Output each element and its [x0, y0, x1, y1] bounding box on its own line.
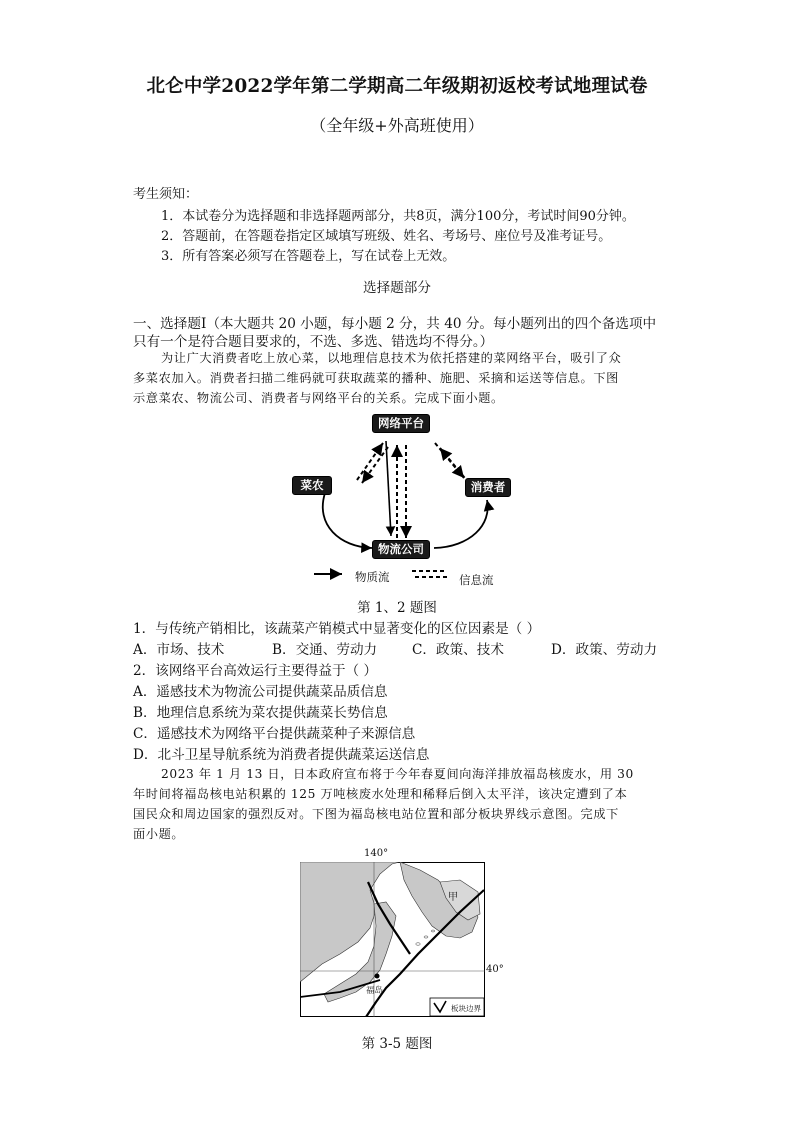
option-c: C．政策、技术	[412, 642, 504, 658]
part-instruction: 一、选择题Ⅰ（本大题共 20 小题，每小题 2 分，共 40 分。每小题列出的四个备选项中	[133, 316, 657, 332]
option-b: B．地理信息系统为菜农提供蔬菜长势信息	[133, 705, 388, 721]
figure-caption: 第 1、2 题图	[357, 600, 437, 616]
material-flow-logistics-to-consumer	[434, 500, 488, 548]
material-flow-platform-to-logistics	[386, 441, 391, 536]
part-instruction: 只有一个是符合题目要求的，不选、多选、错选均不得分。）	[133, 334, 494, 350]
map-longitude-label: 140°	[364, 848, 389, 859]
map-site-label: 福岛	[366, 986, 384, 996]
node-farmer: 菜农	[292, 476, 332, 495]
node-consumer: 消费者	[465, 478, 511, 497]
passage-line: 年时间将福岛核电站积累的 125 万吨核废水处理和稀释后倒入太平洋，该决定遭到了本	[133, 787, 628, 801]
map-region-label: 甲	[448, 892, 458, 903]
notice-item: 2．答题前，在答题卷指定区域填写班级、姓名、考场号、座位号及准考证号。	[161, 229, 612, 244]
section-heading: 选择题部分	[363, 280, 431, 296]
info-flow-farmer-to-platform	[357, 443, 383, 480]
figure-caption: 第 3-5 题图	[361, 1036, 433, 1052]
legend-material-flow: 物质流	[355, 570, 390, 584]
map-legend-label: 板块边界	[451, 1004, 481, 1013]
passage-line: 多菜农加入。消费者扫描二维码就可获取蔬菜的播种、施肥、采摘和运送等信息。下图	[133, 371, 619, 385]
option-b: B．交通、劳动力	[272, 642, 378, 658]
fukushima-point	[375, 974, 380, 979]
option-d: D．北斗卫星导航系统为消费者提供蔬菜运送信息	[133, 747, 430, 763]
page-subtitle: （全年级+外高班使用）	[310, 116, 484, 135]
notice-item: 3．所有答案必须写在答题卷上，写在试卷上无效。	[161, 249, 456, 264]
option-d: D．政策、劳动力	[551, 642, 658, 658]
fukushima-map	[300, 862, 485, 1017]
passage-line: 2023 年 1 月 13 日，日本政府宣布将于今年春夏间向海洋排放福岛核废水，用 30	[161, 767, 634, 781]
question-stem: 2．该网络平台高效运行主要得益于（ ）	[133, 663, 378, 679]
passage-line: 面小题。	[133, 827, 185, 841]
option-a: A．市场、技术	[133, 642, 225, 658]
page-title: 北仑中学2022学年第二学期高二年级期初返校考试地理试卷	[146, 76, 648, 97]
passage-line: 国民众和周边国家的强烈反对。下图为福岛核电站位置和部分板块界线示意图。完成下	[133, 807, 619, 821]
notice-item: 1．本试卷分为选择题和非选择题两部分，共8页，满分100分，考试时间90分钟。	[161, 209, 635, 224]
info-flow-consumer-to-platform	[440, 448, 469, 483]
node-logistics: 物流公司	[372, 540, 430, 559]
notice-heading: 考生须知：	[133, 187, 199, 202]
question-stem: 1．与传统产销相比，该蔬菜产销模式中显著变化的区位因素是（ ）	[133, 621, 541, 637]
info-flow-platform-to-farmer	[362, 447, 388, 483]
map-latitude-label: 40°	[486, 964, 504, 975]
option-a: A．遥感技术为物流公司提供蔬菜品质信息	[133, 684, 388, 700]
node-platform: 网络平台	[372, 414, 430, 433]
option-c: C．遥感技术为网络平台提供蔬菜种子来源信息	[133, 726, 416, 742]
material-flow-farmer-to-logistics	[323, 493, 372, 548]
legend-info-flow: 信息流	[459, 573, 494, 587]
passage-line: 示意菜农、物流公司、消费者与网络平台的关系。完成下面小题。	[133, 391, 504, 405]
passage-line: 为让广大消费者吃上放心菜，以地理信息技术为依托搭建的菜网络平台，吸引了众	[161, 351, 622, 365]
